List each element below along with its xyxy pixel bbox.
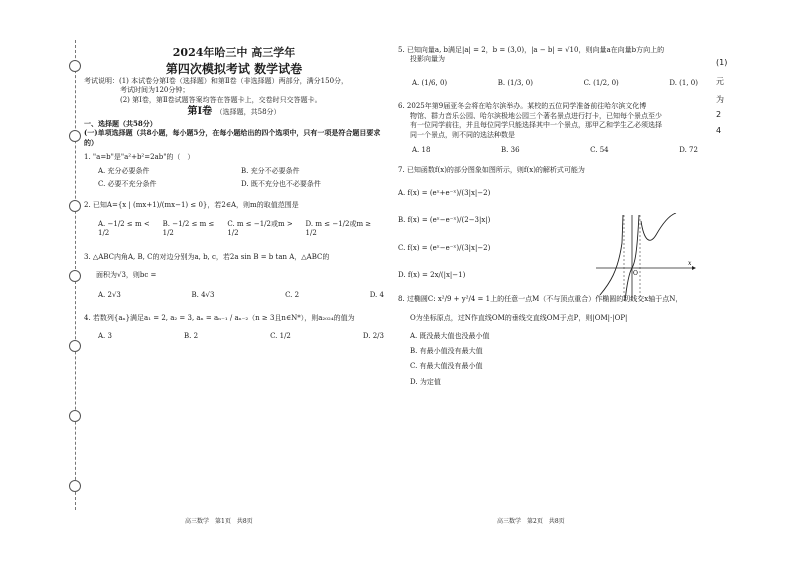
option: A. 2√3 xyxy=(98,290,121,299)
binding-hole xyxy=(69,410,81,422)
option: D. (1, 0) xyxy=(669,78,698,87)
question-2: 2. 已知A={x | (mx+1)/(mx−1) ≤ 0}，若2∈A，则m的取值范围是 A. −1/2 ≤ m < 1/2 B. −1/2 ≤ m ≤ 1/2 C. m ≤ −1/2或m > 1/2 D. m ≤ −1/2或m ≥ 1/2 xyxy=(84,201,384,238)
function-graph xyxy=(596,213,696,303)
binding-hole xyxy=(69,60,81,72)
binding-hole xyxy=(69,340,81,352)
option: D. f(x) = 2x/(|x|−1) xyxy=(398,271,466,280)
option: A. 既没最大值也没最小值 xyxy=(410,331,490,340)
binding-hole xyxy=(69,200,81,212)
option: B. (1/3, 0) xyxy=(497,78,533,87)
question-6: 6. 2025年第9届亚冬会将在哈尔滨举办。某校的五位同学准备前往哈尔滨文化博 物馆、群力音乐公园、哈尔滨极地公园三个著名景点进行打卡，已知每个景点至少 有一位同学前往，并且每位同学只能选择其中一个景点，那甲乙和学生乙必须选择 同一个景点，则不同的选法种数是 A. 18 B. 36 C. 54 D. 72 xyxy=(398,102,698,155)
option: A. 18 xyxy=(412,146,431,155)
option: D. 既不充分也不必要条件 xyxy=(241,180,321,189)
option: C. f(x) = (eˣ−e⁻ˣ)/(3|x|−2) xyxy=(398,243,491,252)
option: D. 2/3 xyxy=(362,331,384,340)
question-7: 7. 已知函数f(x)的部分图象如图所示，则f(x)的解析式可能为 A. f(x) = (eˣ+e⁻ˣ)/(3|x|−2) B. f(x) = (eˣ−e⁻ˣ)/(2−3|x|) C. f(x) = (eˣ−e⁻ˣ)/(3|x|−2) D. f(x) = 2x/(|x|−1) xyxy=(398,166,698,281)
exam-title: 2024年哈三中 高三学年 xyxy=(172,46,296,59)
option: B. 2 xyxy=(183,331,199,340)
instructions-line: 考试时间为120分钟； xyxy=(120,86,190,95)
binding-margin xyxy=(0,0,62,561)
question-3: 3. △ABC内角A, B, C的对边分别为a, b, c，若2a sin B = b tan A，△ABC的 面积为√3，则bc = A. 2√3 B. 4√3 C. 2 D. 4 xyxy=(84,252,384,299)
option: B. f(x) = (eˣ−e⁻ˣ)/(2−3|x|) xyxy=(398,216,491,225)
option: C. 2 xyxy=(285,290,300,299)
option: C. 必要不充分条件 xyxy=(98,180,157,189)
left-page xyxy=(84,46,384,341)
binding-hole xyxy=(69,480,81,492)
option: C. m ≤ −1/2或m > 1/2 xyxy=(227,219,293,238)
x-axis-label: x xyxy=(688,260,692,267)
question-4: 4. 若数列{aₙ}满足a₁ = 2, a₂ = 3, aₙ = aₙ₋₁ / aₙ₋₂（n ≥ 3且n∈N*），则a₂₀₂₄的值为 A. 3 B. 2 C. 1/2 D. 2/3 xyxy=(84,314,384,340)
volume-heading: 第Ⅰ卷 （选择题，共58分） xyxy=(187,106,281,118)
option: C. 54 xyxy=(590,146,609,155)
instructions-line: (2) 第Ⅰ卷，第Ⅱ卷试题答案均答在答题卡上，交卷时只交答题卡。 xyxy=(120,95,322,104)
question-5: 5. 已知向量a, b满足|a| = 2，b = (3,0)，|a − b| = √10，则向量a在向量b方向上的 投影向量为 A. (1/6, 0) B. (1/3, 0) C. (1/2, 0) D. (1, 0) xyxy=(398,46,698,87)
margin-fragment: (1) xyxy=(716,58,728,67)
section-part: (一)单项选择题（共8小题，每小题5分，在每小题给出的四个选项中，只有一项是符合题目要求的） xyxy=(84,128,381,147)
option: B. 36 xyxy=(501,146,520,155)
page-footer-left: 高三数学 第1页 共8页 xyxy=(185,518,253,525)
origin-label: O xyxy=(633,270,638,277)
section-title: 一、选择题（共58分） xyxy=(84,118,157,128)
margin-fragment: 为 xyxy=(716,95,724,104)
option: B. 充分不必要条件 xyxy=(241,166,300,175)
option: C. (1/2, 0) xyxy=(583,78,619,87)
exam-subtitle: 第四次模拟考试 数学试卷 xyxy=(165,61,303,76)
margin-fragment: 元 xyxy=(716,77,724,86)
option: A. 3 xyxy=(98,331,112,340)
option: B. 有最小值没有最大值 xyxy=(410,347,483,355)
option: B. 4√3 xyxy=(191,290,215,299)
option: B. −1/2 ≤ m ≤ 1/2 xyxy=(162,219,215,238)
instructions-line: 考试说明：(1) 本试卷分第Ⅰ卷（选择题）和第Ⅱ卷（非选择题）两部分，满分150分， xyxy=(84,77,349,86)
option: D. 为定值 xyxy=(410,377,441,386)
option: A. −1/2 ≤ m < 1/2 xyxy=(98,219,150,238)
curve-left-branch xyxy=(600,215,623,295)
option: D. 72 xyxy=(679,146,698,155)
option: A. (1/6, 0) xyxy=(412,78,448,87)
binding-hole xyxy=(69,270,81,282)
page-footer-right: 高三数学 第2页 共8页 xyxy=(497,518,565,525)
x-axis-arrow xyxy=(692,266,696,270)
question-1: 1. "a=b"是"a²+b²=2ab"的（ ） A. 充分必要条件 B. 充分不必要条件 C. 必要不充分条件 D. 既不充分也不必要条件 xyxy=(84,153,384,189)
option: C. 有最大值没有最小值 xyxy=(410,362,483,371)
option: A. f(x) = (eˣ+e⁻ˣ)/(3|x|−2) xyxy=(398,188,491,197)
margin-fragment: 2 xyxy=(716,110,722,119)
option: A. 充分必要条件 xyxy=(98,166,150,175)
option: C. 1/2 xyxy=(270,331,291,340)
binding-hole xyxy=(69,130,81,142)
option: D. 4 xyxy=(369,290,384,299)
question-8: 8. 过椭圆C: x²/9 + y²/4 = 1上的任意一点M（不与顶点重合）作椭圆的切线交x轴于点N， O为坐标原点，过N作直线OM的垂线交直线OM于点P，则|OM|·|OP| A. 既没最大值也没最小值 B. 有最小值没有最大值 C. 有最大值没有最小值 D. 为定值 xyxy=(398,295,698,388)
option: D. m ≤ −1/2或m ≥ 1/2 xyxy=(305,219,372,238)
curve-right-branch xyxy=(641,213,676,240)
margin-fragment: 4 xyxy=(716,126,722,135)
